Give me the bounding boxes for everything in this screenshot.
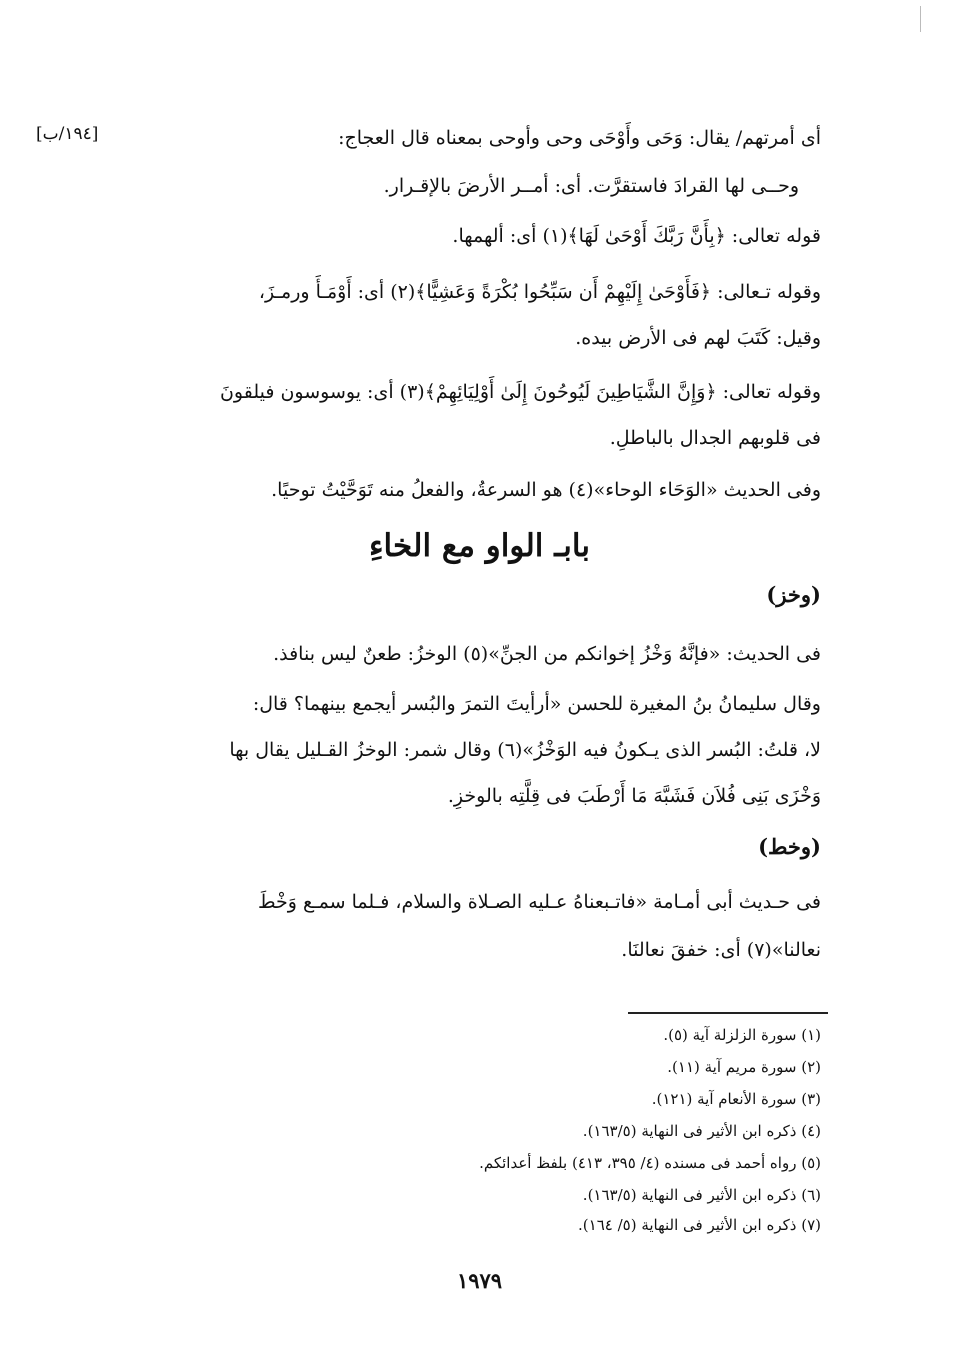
paragraph-line: أى أمرتهم/ يقال: وَحَى وأَوْحَى وحى وأوحى بمعناه قال العجاج:	[338, 127, 821, 149]
paragraph-line: فى حـديث أبى أمـامة «فاتـبعناهُ عـليه الصـلاة والسلام، فـلما سمـع وَخْطَ	[257, 891, 821, 913]
footnote: (٧) ذكره ابن الأثير فى النهاية (٥/ ١٦٤).	[578, 1216, 821, 1234]
paragraph-line: فى الحديث: «فإنَّهُ وَخْزُ إخوانكم من الجنِّ»(٥) الوخزُ: طعنٌ ليس بنافذ.	[273, 643, 821, 665]
paragraph-line: وفى الحديث «الوَحَاء الوحاء»(٤) هو السرعةُ، والفعلُ منه تَوَحَّيْتُ توحيًا.	[271, 479, 821, 501]
entry-heading: (وخط)	[758, 834, 821, 859]
footnote: (٦) ذكره ابن الأثير فى النهاية (١٦٣/٥).	[582, 1186, 821, 1204]
footnote: (٣) سورة الأنعام آية (١٢١).	[651, 1090, 821, 1108]
paragraph-line: وقال سليمانُ بنُ المغيرة للحسن «أرأيتَ التمرَ والبُسر أيجمع بينهما؟ قال:	[252, 693, 821, 715]
scan-mark	[920, 6, 921, 32]
entry-heading: (وخز)	[766, 582, 821, 607]
paragraph-line: وقيل: كَتَبَ لهم فى الأرض بيده.	[575, 327, 821, 349]
manuscript-folio-ref: [١٩٤/ب]	[36, 124, 99, 144]
footnote: (٢) سورة مريم آية (١١).	[667, 1058, 821, 1076]
footnote-divider	[628, 1012, 828, 1014]
paragraph-line: وقوله تعالى: ﴿وَإِنَّ الشَّيَاطِينَ لَيُوحُونَ إِلَىٰ أَوْلِيَائِهِمْ﴾(٣) أى: يوسوسون فيلقونَ	[219, 381, 821, 403]
paragraph-line: فى قلوبهم الجدال بالباطلِ.	[609, 427, 821, 449]
page-number: ١٩٧٩	[456, 1268, 503, 1293]
paragraph-line: لا، قلتُ: البُسر الذى يـكونُ فيه الوَخْزُ»(٦) وقال شمر: الوخزُ القـليل يقال بها	[229, 739, 821, 761]
paragraph-line: قوله تعالى: ﴿بِأَنَّ رَبَّكَ أَوْحَىٰ لَهَا﴾(١) أى: ألهمها.	[452, 225, 821, 247]
footnote: (١) سورة الزلزلة آية (٥).	[663, 1026, 821, 1044]
paragraph-line: وَخْزَى بَنِى فُلاَن فَشَبَّهَ مَا أَرْطَبَ فى قِلَّتِه بالوخزِ.	[447, 785, 821, 807]
paragraph-line: نعالنا»(٧) أى: خفقَ نعالنَا.	[621, 939, 821, 961]
footnote: (٥) رواه أحمد فى مسنده (٤/ ٣٩٥، ٤١٣) بلفظ أعدائكم.	[479, 1154, 821, 1172]
section-title: بابـ الواو مع الخاءِ	[368, 528, 590, 564]
verse-line: وحــى لها القرادَ فاستقرَّت. أى: أمــر الأرضَ بالإقـرار.	[383, 175, 799, 197]
footnote: (٤) ذكره ابن الأثير فى النهاية (١٦٣/٥).	[582, 1122, 821, 1140]
paragraph-line: وقوله تـعالى: ﴿فَأَوْحَىٰ إِلَيْهِمْ أَن سَبِّحُوا بُكْرَةً وَعَشِيًّا﴾(٢) أى: أَوْمَـأَ ورمـزَ،	[258, 281, 821, 303]
